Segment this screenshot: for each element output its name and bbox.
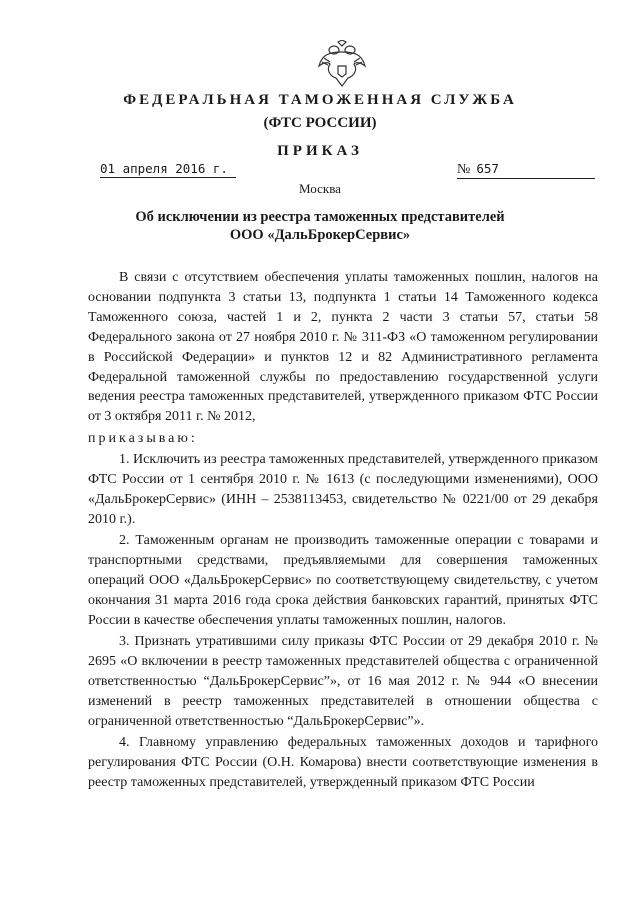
document-kind: ПРИКАЗ <box>277 143 363 159</box>
order-item-2: 2. Таможенным органам не производить таможенные операции с товарами и транспортными средствами, предъявляемыми для совершения таможенных операций ООО «ДальБрокерСервис» по соответствующему свидетельству, с учетом окончания 31 марта 2016 года срока действия банковских гарантий, принятых ФТС России в качестве обеспечения уплаты таможенных пошлин, налогов. <box>88 533 598 628</box>
order-date: 01 апреля 2016 г. <box>100 161 236 178</box>
order-word: приказываю: <box>88 430 198 446</box>
agency-name: ФЕДЕРАЛЬНАЯ ТАМОЖЕННАЯ СЛУЖБА <box>123 92 517 108</box>
title-line-1: Об исключении из реестра таможенных представителей <box>135 209 505 225</box>
city: Москва <box>299 181 341 196</box>
russian-coat-of-arms-icon <box>316 40 368 88</box>
title-line-2: ООО «ДальБрокерСервис» <box>229 227 411 243</box>
order-number-field <box>457 161 595 179</box>
document-title <box>0 208 640 244</box>
order-item-1: 1. Исключить из реестра таможенных представителей, утвержденного приказом ФТС России от 1 сентября 2010 г. № 1613 (с последующими изменениями), ООО «ДальБрокерСервис» (ИНН – 2538113453, свидетельство № 0221/00 от 29 декабря 2010 г.). <box>88 452 598 527</box>
preamble-paragraph: В связи с отсутствием обеспечения уплаты таможенных пошлин, налогов на основании подпункта 3 статьи 13, подпункта 1 статьи 14 Таможенного кодекса Таможенного союза, частей 1 и 2, пункта 2 части 3 статьи 57, статьи 58 Федерального закона от 27 ноября 2010 г. № 311-ФЗ «О таможенном регулировании в Российской Федерации» и пунктов 12 и 82 Административного регламента Федеральной таможенной службы по предоставлению государственной услуги ведения реестра таможенных представителей, утвержденного приказом ФТС России от 3 октября 2011 г. № 2012, <box>88 270 598 425</box>
order-item-3: 3. Признать утратившими силу приказы ФТС России от 29 декабря 2010 г. № 2695 «О включении в реестр таможенных представителей общества с ограниченной ответственностью “ДальБрокерСервис”», от 16 мая 2012 г. № 944 «О внесении изменений в реестр таможенных представителей в отношении общества с ограниченной ответственностью “ДальБрокерСервис”». <box>88 634 598 729</box>
agency-short-name: (ФТС РОССИИ) <box>263 115 377 131</box>
document-body <box>88 268 598 795</box>
order-number: 657 <box>476 161 499 176</box>
order-item-4: 4. Главному управлению федеральных таможенных доходов и тарифного регулирования ФТС России (О.Н. Комарова) внести соответствующие изменения в реестр таможенных представителей, утвержденный приказом ФТС России <box>88 735 598 791</box>
number-label: № <box>457 162 471 177</box>
